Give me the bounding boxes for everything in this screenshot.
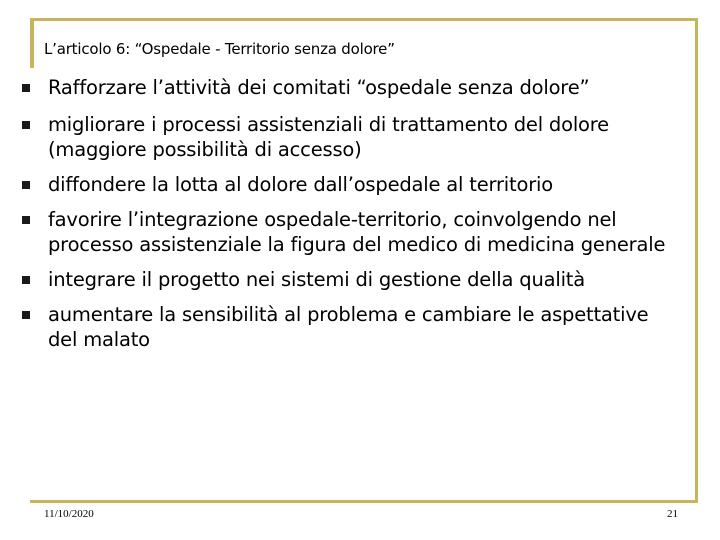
bullet-item: [18, 267, 678, 292]
bullet-item: [18, 172, 678, 197]
bullet-list: [18, 75, 678, 352]
frame-left-border: [30, 18, 34, 68]
square-bullet-icon: [22, 121, 30, 129]
slide-title: L’articolo 6: “Ospedale - Territorio senza dolore”: [44, 40, 395, 58]
square-bullet-icon: [22, 276, 30, 284]
bullet-text: Rafforzare l’attività dei comitati “ospedale senza dolore”: [48, 76, 590, 99]
square-bullet-icon: [22, 84, 30, 92]
bullet-text: integrare il progetto nei sistemi di gestione della qualità: [48, 268, 585, 291]
square-bullet-icon: [22, 216, 30, 224]
frame-top-border: [30, 18, 698, 21]
bullet-item: [18, 207, 678, 257]
bullet-item: [18, 302, 678, 352]
page-number: 21: [667, 508, 678, 520]
bullet-item: [18, 75, 678, 100]
square-bullet-icon: [22, 181, 30, 189]
bullet-text: migliorare i processi assistenziali di trattamento del dolore (maggiore possibilità di accesso): [48, 113, 609, 161]
frame-bottom-border: [30, 500, 698, 503]
frame-right-border: [695, 18, 698, 502]
footer-date: 11/10/2020: [44, 508, 94, 520]
bullet-text: diffondere la lotta al dolore dall’ospedale al territorio: [48, 173, 553, 196]
bullet-item: [18, 112, 678, 162]
bullet-text: aumentare la sensibilità al problema e cambiare le aspettative del malato: [48, 303, 649, 351]
bullet-text: favorire l’integrazione ospedale-territorio, coinvolgendo nel processo assistenziale la figura del medico di medicina generale: [48, 208, 666, 256]
square-bullet-icon: [22, 311, 30, 319]
